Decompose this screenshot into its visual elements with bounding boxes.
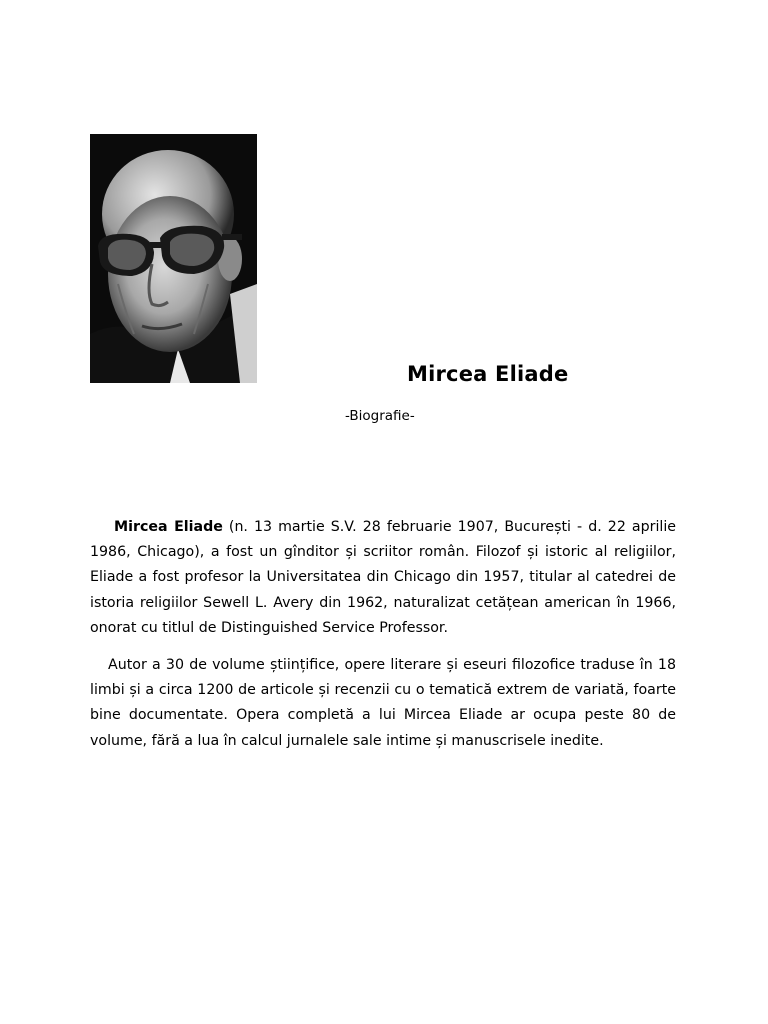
paragraph-1-text: (n. 13 martie S.V. 28 februarie 1907, București - d. 22 aprilie 1986, Chicago), a fost un gînditor și scriitor român. Filozof și istoric al religiilor, Eliade a fost profesor la Universitatea din Chicago din 1957, titular al catedrei de istoria religiilor Sewell L. Avery din 1962, naturalizat cetățean american în 1966, onorat cu titlul de Distinguished Service Professor. bbox=[90, 519, 676, 636]
paragraph-2: Autor a 30 de volume științifice, opere literare și eseuri filozofice traduse în 18 limbi și a circa 1200 de articole și recenzii cu o tematică extrem de variată, foarte bine documentate. Opera completă a lui Mircea Eliade ar ocupa peste 80 de volume, fără a lua în calcul jurnalele sale intime și manuscrisele inedite. bbox=[90, 657, 676, 749]
document-subtitle: -Biografie- bbox=[345, 408, 415, 424]
subject-name: Mircea Eliade bbox=[114, 519, 223, 535]
biography-text bbox=[90, 515, 676, 766]
paragraph-1 bbox=[90, 515, 676, 641]
portrait-image bbox=[90, 134, 257, 383]
document-title: Mircea Eliade bbox=[407, 362, 569, 386]
portrait-photo bbox=[90, 134, 257, 383]
